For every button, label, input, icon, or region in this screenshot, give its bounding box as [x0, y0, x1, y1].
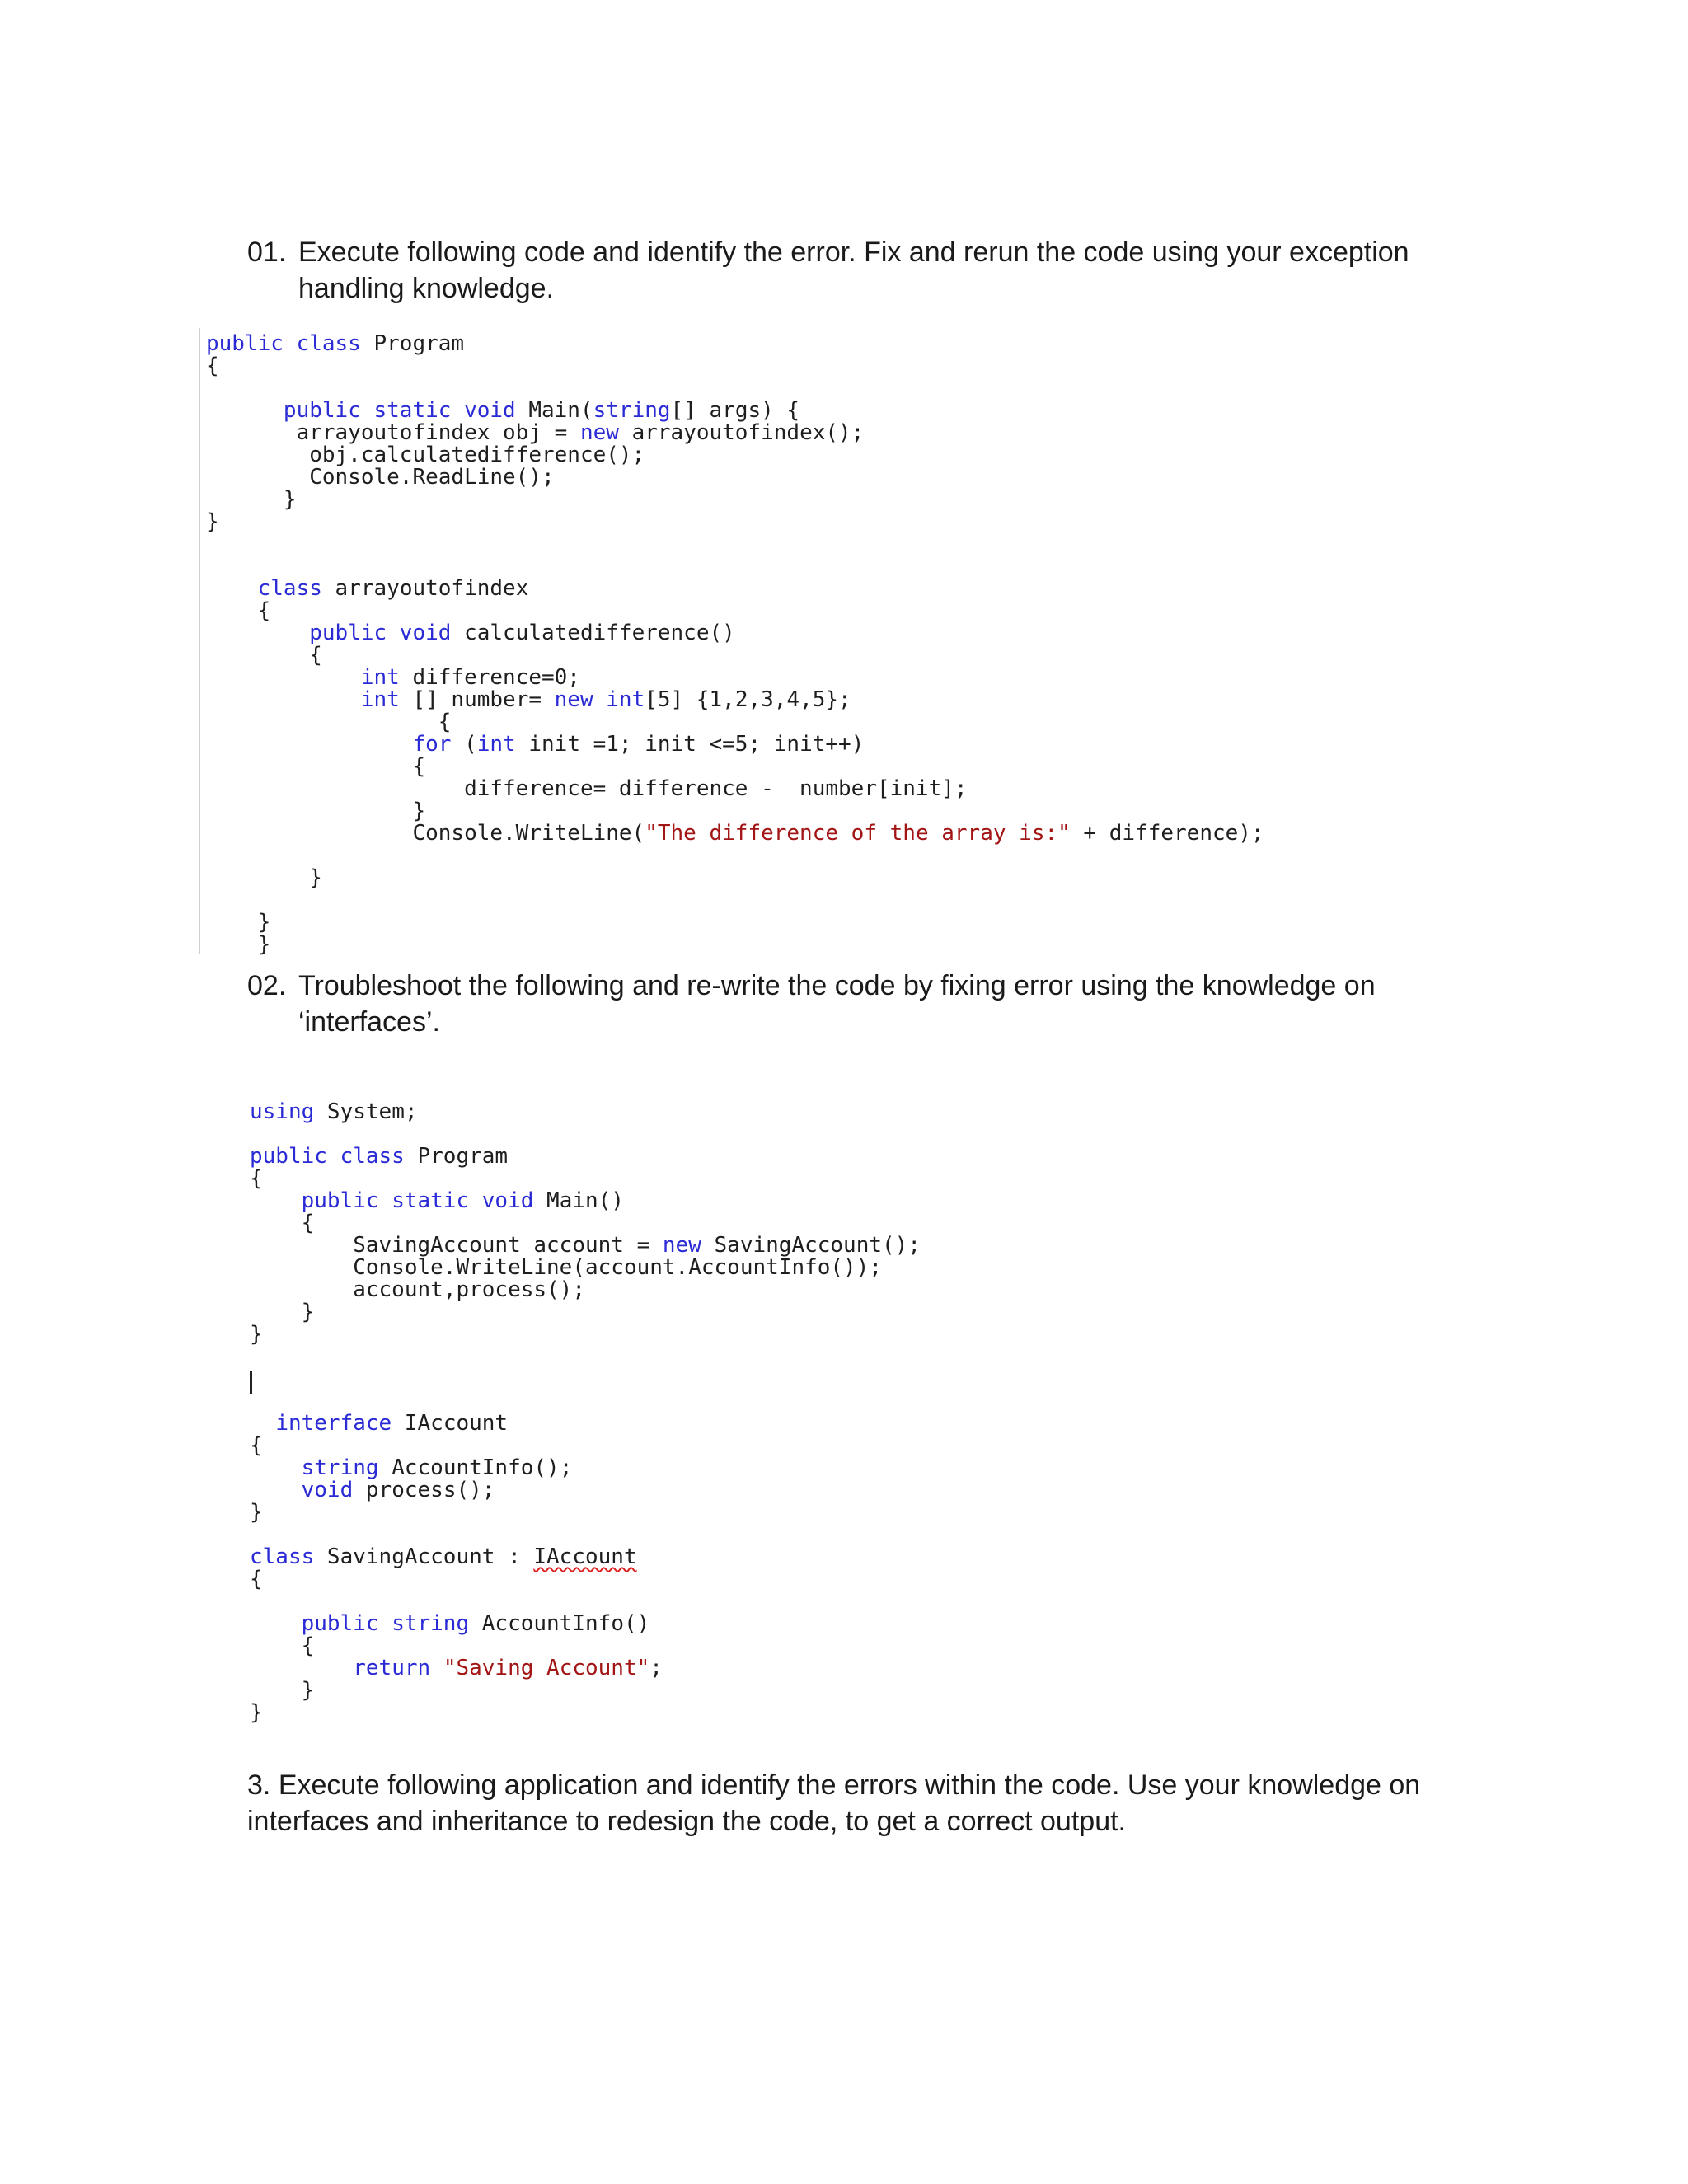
code-token: }: [206, 799, 426, 823]
code-token: [5] {1,2,3,4,5};: [645, 687, 851, 712]
code-keyword: for: [412, 732, 452, 757]
code-line: [250, 1544, 637, 1569]
code-token: obj.calculatedifference();: [206, 443, 645, 467]
code-token: difference= difference - number[init];: [206, 776, 968, 801]
question-2: [247, 968, 1493, 1040]
code-token: [250, 1411, 275, 1436]
code-string: "The difference of the array is:": [645, 821, 1071, 846]
code-keyword: int: [606, 687, 645, 712]
code-line: [206, 643, 322, 668]
question-3: [247, 1767, 1451, 1840]
code-token: arrayoutofindex obj =: [206, 420, 580, 445]
code-keyword: public void: [309, 621, 465, 645]
code-keyword: class: [257, 576, 335, 601]
code-line: [250, 1455, 572, 1480]
code-token: System;: [314, 1099, 418, 1124]
code-keyword: public string: [301, 1611, 482, 1636]
code-token: arrayoutofindex: [335, 576, 529, 601]
code-token: SavingAccount account =: [250, 1233, 663, 1258]
code-token: process();: [353, 1478, 495, 1502]
code-keyword: int: [476, 732, 516, 757]
code-keyword: string: [593, 398, 671, 423]
code-keyword: return: [353, 1656, 443, 1680]
code-token: Console.WriteLine(account.AccountInfo());: [250, 1255, 883, 1280]
code-token: {: [206, 643, 322, 668]
code-keyword: new: [662, 1233, 701, 1258]
code-token: [206, 665, 361, 690]
code-keyword: void: [301, 1478, 354, 1502]
code-line: [206, 487, 297, 512]
code-line: [206, 910, 270, 935]
code-token: [206, 576, 258, 601]
code-token: {: [206, 598, 271, 623]
code-line: [206, 398, 799, 423]
code-token: difference=0;: [399, 665, 580, 690]
code-keyword: public static void: [301, 1188, 547, 1213]
code-keyword: int: [360, 665, 400, 690]
code-line: [250, 1700, 263, 1725]
code-token: {: [206, 710, 452, 734]
code-token: {: [206, 754, 426, 779]
text-cursor: [250, 1371, 252, 1394]
code-line: [250, 1099, 418, 1124]
code-keyword: public class: [206, 331, 374, 356]
code-keyword: using: [250, 1099, 315, 1124]
code-line: [250, 1633, 314, 1658]
code-token: Console.WriteLine(: [206, 821, 645, 846]
code-token: IAccount: [404, 1411, 509, 1436]
code-token: + difference);: [1070, 821, 1264, 846]
question-1-number: 01.: [247, 237, 287, 268]
code-token: }: [250, 1678, 315, 1703]
code-token: }: [206, 509, 219, 534]
question-1: [247, 234, 1493, 307]
code-token: [250, 1455, 302, 1480]
code-token: {: [250, 1633, 315, 1658]
code-token: SavingAccount :: [326, 1544, 534, 1569]
code-token: }: [206, 910, 271, 935]
code-line: [250, 1567, 263, 1591]
code-line: [206, 576, 528, 601]
code-error-token: IAccount: [533, 1544, 637, 1569]
code-line: [250, 1166, 263, 1191]
code-line: [206, 687, 851, 712]
code-token: [250, 1611, 302, 1636]
code-line: [206, 865, 322, 890]
code-line: [206, 665, 580, 690]
code-line: [206, 732, 864, 757]
code-token: }: [250, 1322, 263, 1347]
code-token: [206, 732, 412, 757]
code-line: [250, 1300, 314, 1324]
code-line: [250, 1322, 263, 1347]
code-line: [206, 509, 219, 534]
code-token: [206, 398, 284, 423]
code-token: [250, 1478, 302, 1502]
code-token: [] number=: [399, 687, 555, 712]
code-block-1-gutter: [199, 328, 200, 954]
code-token: [250, 1188, 302, 1213]
code-token: Main(): [546, 1188, 624, 1213]
code-line: [206, 754, 425, 779]
code-token: {: [250, 1166, 263, 1191]
code-line: [206, 621, 735, 645]
code-line: [206, 420, 864, 445]
code-line: [250, 1433, 263, 1458]
code-token: Program: [417, 1144, 509, 1169]
code-token: AccountInfo(): [481, 1611, 650, 1636]
question-1-text: Execute following code and identify the error. Fix and rerun the code using your exception handling knowledge.: [298, 237, 1409, 304]
code-token: }: [206, 865, 322, 890]
code-line: [250, 1255, 882, 1280]
question-2-number: 02.: [247, 970, 287, 1001]
question-3-text: Execute following application and identify the errors within the code. Use your knowledge on interfaces and inheritance to redesign the code, to get a correct output.: [247, 1769, 1421, 1837]
code-keyword: int: [360, 687, 400, 712]
code-keyword: public static void: [283, 398, 529, 423]
code-token: {: [206, 354, 219, 378]
code-line: [250, 1500, 263, 1525]
code-string: "Saving Account": [443, 1656, 650, 1680]
code-line: [206, 331, 464, 356]
code-keyword: string: [301, 1455, 379, 1480]
code-token: AccountInfo();: [378, 1455, 573, 1480]
code-token: SavingAccount();: [701, 1233, 921, 1258]
question-2-text: Troubleshoot the following and re-write the code by fixing error using the knowledge on ‘interfaces’.: [298, 970, 1376, 1038]
code-line: [206, 799, 425, 823]
code-token: account,process();: [250, 1277, 585, 1302]
code-line: [206, 443, 645, 467]
code-token: calculatedifference(): [464, 621, 735, 645]
code-line: [250, 1277, 585, 1302]
code-token: arrayoutofindex();: [618, 420, 865, 445]
code-line: [206, 354, 219, 378]
code-token: }: [250, 1700, 263, 1725]
code-line: [250, 1411, 508, 1436]
code-line: [206, 710, 451, 734]
code-keyword: public class: [250, 1144, 418, 1169]
code-token: init =1; init <=5; init++): [515, 732, 865, 757]
code-keyword: interface: [275, 1411, 405, 1436]
code-token: Main(: [528, 398, 593, 423]
code-token: [206, 621, 309, 645]
code-token: {: [250, 1211, 315, 1235]
code-token: {: [250, 1567, 263, 1591]
code-token: (: [451, 732, 477, 757]
code-token: }: [206, 932, 271, 957]
code-token: Console.ReadLine();: [206, 465, 555, 490]
code-token: {: [250, 1433, 263, 1458]
code-line: [250, 1656, 663, 1680]
code-line: [250, 1211, 314, 1235]
question-3-number: 3.: [247, 1769, 271, 1801]
code-token: }: [250, 1500, 263, 1525]
code-line: [206, 821, 1264, 846]
code-token: [] args) {: [670, 398, 800, 423]
code-line: [250, 1478, 495, 1502]
code-line: [250, 1144, 508, 1169]
code-token: [250, 1656, 353, 1680]
code-line: [250, 1678, 314, 1703]
code-keyword: class: [250, 1544, 327, 1569]
code-keyword: new: [579, 420, 619, 445]
code-token: Program: [373, 331, 465, 356]
code-line: [206, 776, 968, 801]
code-token: [593, 687, 607, 712]
code-line: [250, 1188, 624, 1213]
code-token: ;: [649, 1656, 663, 1680]
code-block-2: [250, 1101, 921, 1724]
code-keyword: new: [554, 687, 593, 712]
code-line: [250, 1611, 649, 1636]
code-token: }: [250, 1300, 315, 1324]
code-line: [250, 1233, 921, 1258]
code-block-1: [206, 333, 1264, 956]
code-line: [206, 932, 270, 957]
code-line: [206, 598, 270, 623]
code-token: [206, 687, 361, 712]
code-line: [206, 465, 555, 490]
code-token: }: [206, 487, 297, 512]
